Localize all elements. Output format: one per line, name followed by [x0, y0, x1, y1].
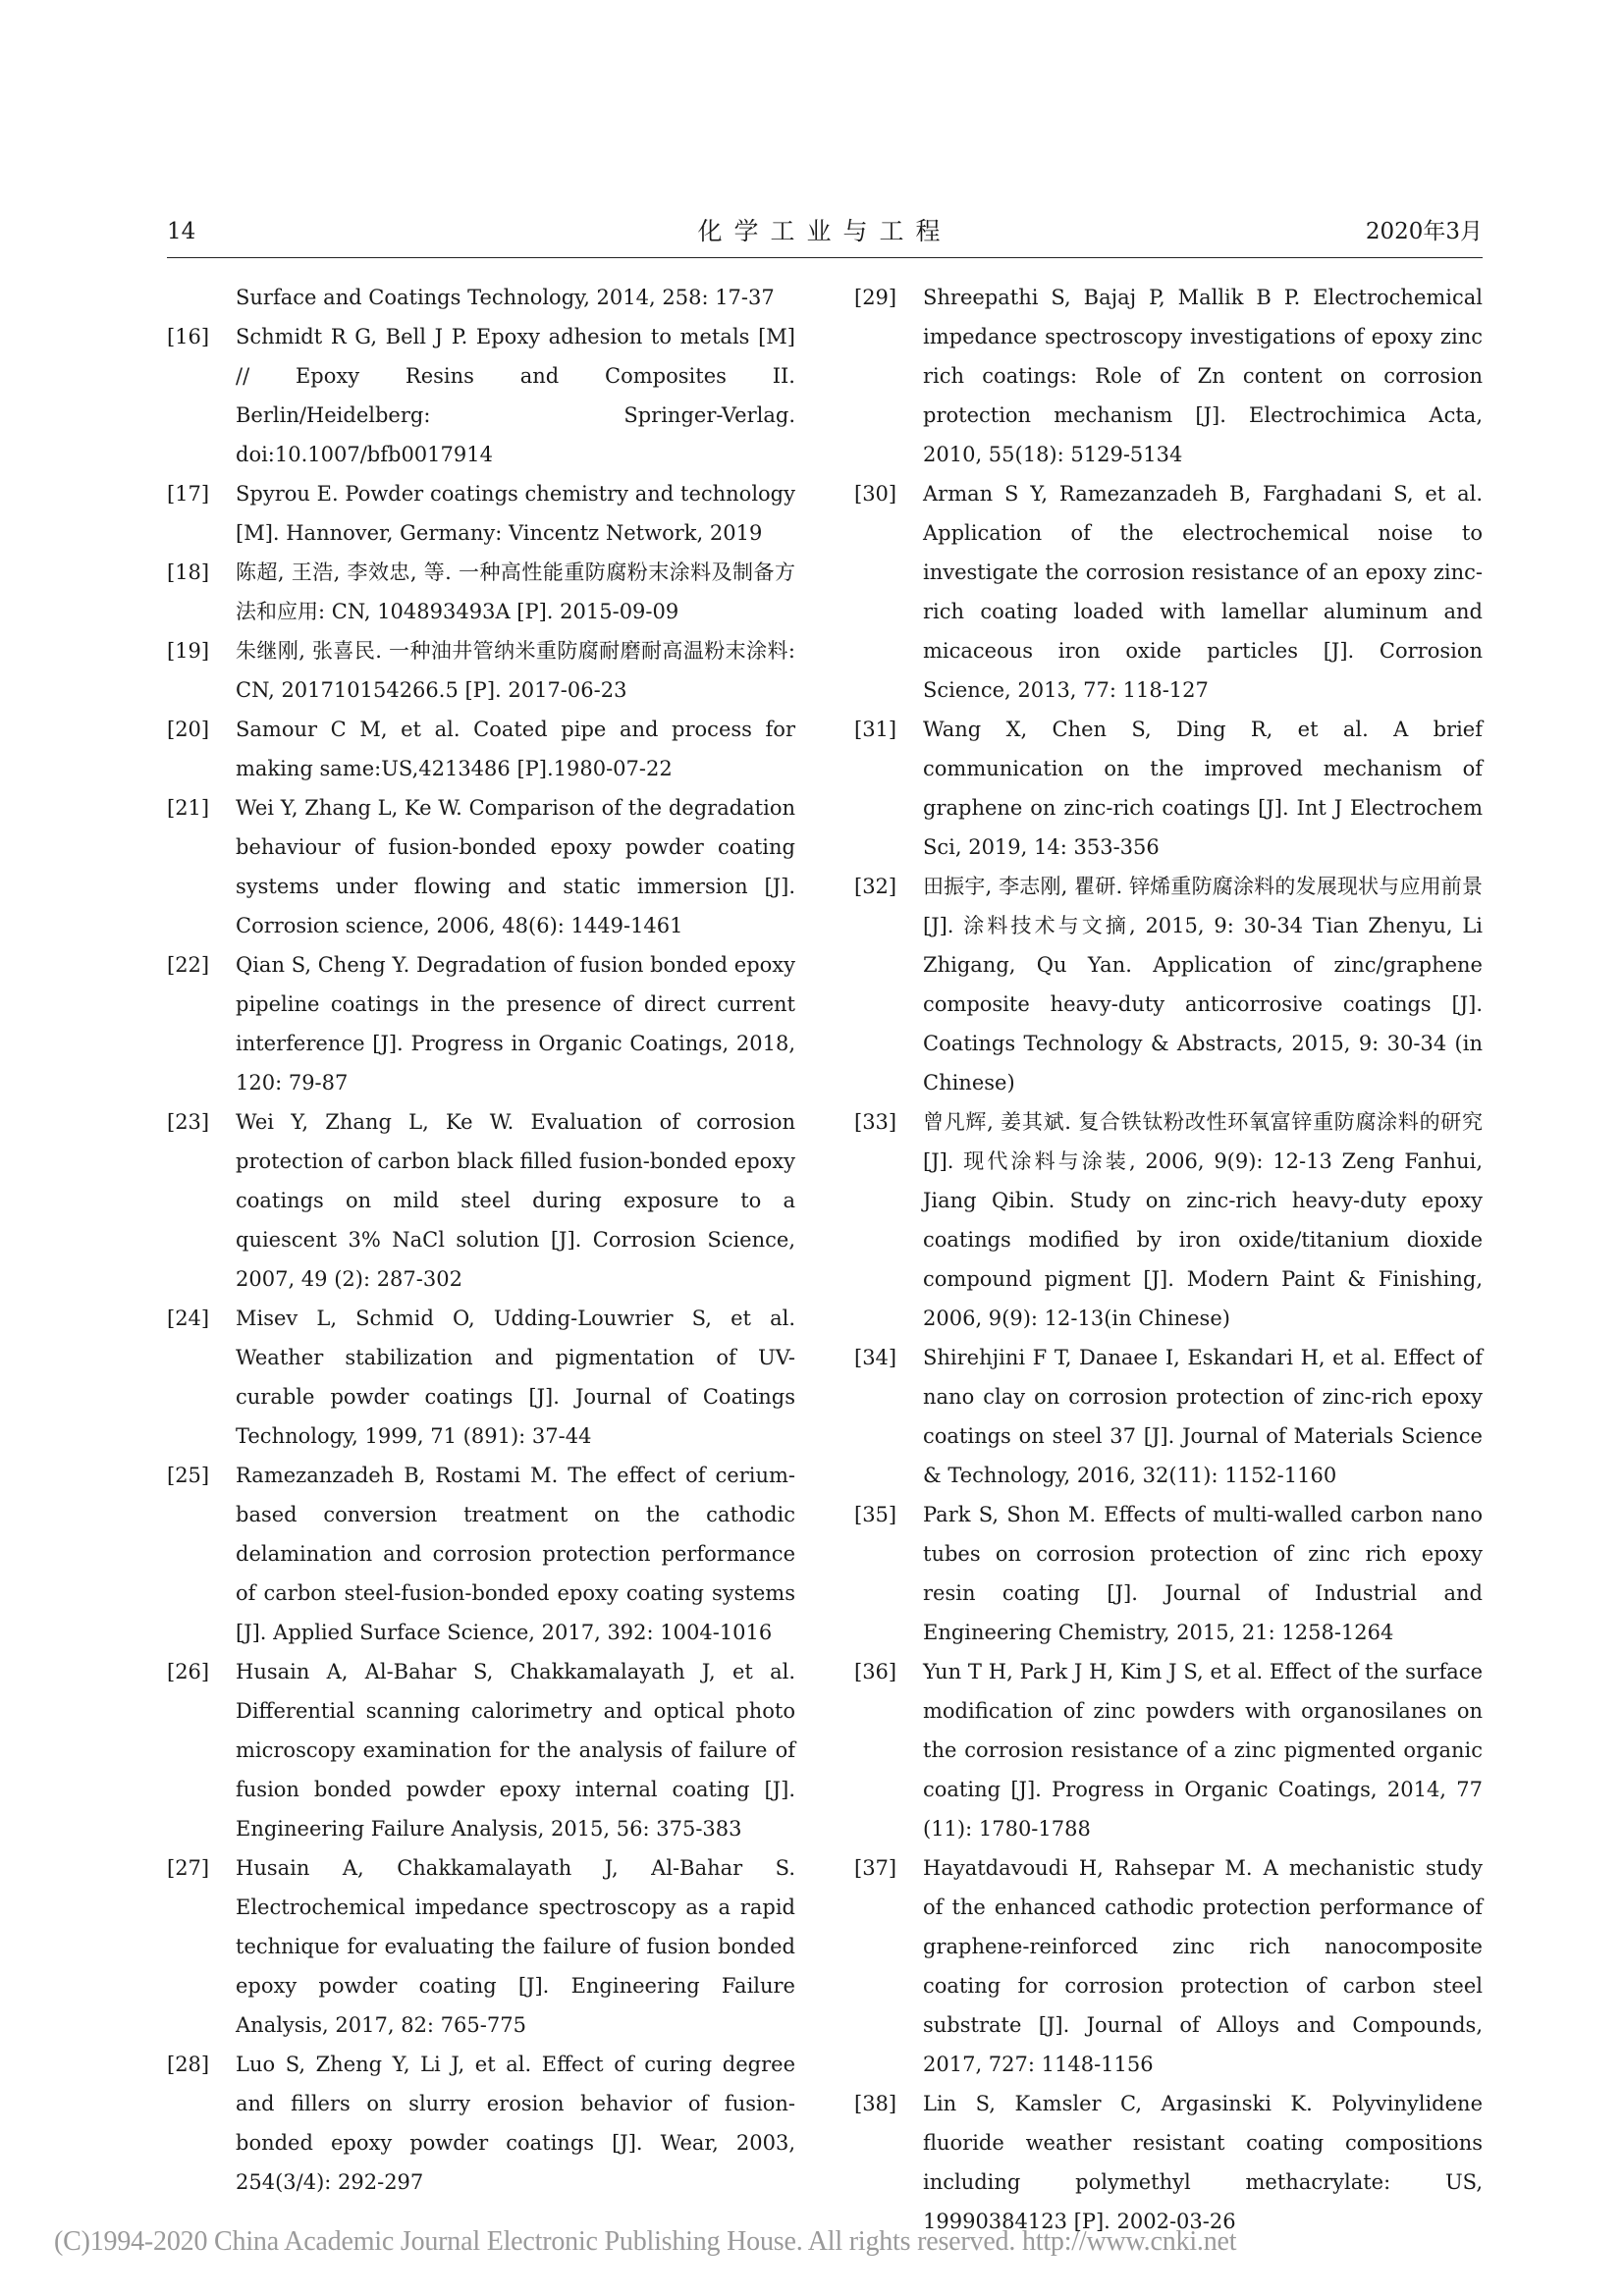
reference-entry	[167, 788, 795, 945]
reference-number: [20]	[167, 718, 210, 741]
reference-entry	[854, 1338, 1483, 1495]
footer-copyright: (C)1994-2020 China Academic Journal Electronic Publishing House. All rights reserved. http://www.cnki.net	[54, 2226, 1237, 2257]
reference-number: [28]	[167, 2053, 210, 2076]
reference-number: [25]	[167, 1464, 210, 1487]
reference-entry	[167, 1456, 795, 1652]
reference-text: Park S, Shon M. Effects of multi-walled carbon nano tubes on corrosion protection of zinc rich epoxy resin coating [J]. Journal of Industrial and Engineering Chemistry, 2015, 21: 1258-1264	[923, 1503, 1483, 1644]
reference-entry	[167, 317, 795, 474]
page-header	[167, 212, 1483, 251]
reference-entry	[167, 278, 795, 317]
reference-number: [34]	[854, 1346, 897, 1369]
reference-number: [29]	[854, 286, 897, 309]
reference-number: [27]	[167, 1856, 210, 1880]
reference-entry	[854, 867, 1483, 1102]
reference-text: Spyrou E. Powder coatings chemistry and technology [M]. Hannover, Germany: Vincentz Network, 2019	[236, 482, 795, 545]
reference-text: Wei Y, Zhang L, Ke W. Evaluation of corrosion protection of carbon black filled fusion-bonded epoxy coatings on mild steel during exposure to a quiescent 3% NaCl solution [J]. Corrosion Science, 2007, 49 (2): 287-302	[236, 1110, 795, 1291]
reference-text: 陈超, 王浩, 李效忠, 等. 一种高性能重防腐粉末涂料及制备方法和应用: CN, 104893493A [P]. 2015-09-09	[236, 561, 795, 623]
reference-entry	[854, 710, 1483, 867]
reference-number: [22]	[167, 953, 210, 977]
reference-entry	[167, 474, 795, 553]
reference-text: Yun T H, Park J H, Kim J S, et al. Effect of the surface modification of zinc powders with organosilanes on the corrosion resistance of a zinc pigmented organic coating [J]. Progress in Organic Coatings, 2014, 77 (11): 1780-1788	[923, 1660, 1483, 1841]
reference-number: [37]	[854, 1856, 897, 1880]
reference-entry	[854, 1495, 1483, 1652]
reference-text: Husain A, Al-Bahar S, Chakkamalayath J, et al. Differential scanning calorimetry and optical photo microscopy examination for the analysis of failure of fusion bonded powder epoxy internal coating [J]. Engineering Failure Analysis, 2015, 56: 375-383	[236, 1660, 795, 1841]
reference-text: Shreepathi S, Bajaj P, Mallik B P. Electrochemical impedance spectroscopy investigations of epoxy zinc rich coatings: Role of Zn content on corrosion protection mechanism [J]. Electrochimica Acta, 2010, 55(18): 5129-5134	[923, 286, 1483, 466]
reference-entry	[167, 631, 795, 710]
reference-number: [17]	[167, 482, 210, 506]
reference-number: [16]	[167, 325, 210, 348]
reference-entry	[854, 1652, 1483, 1848]
reference-entry	[854, 474, 1483, 710]
reference-entry	[167, 945, 795, 1102]
references-left-column	[167, 278, 795, 2202]
reference-number: [33]	[854, 1110, 897, 1134]
journal-title: 化学工业与工程	[697, 217, 952, 245]
reference-number: [35]	[854, 1503, 897, 1526]
reference-number: [30]	[854, 482, 897, 506]
reference-text: Misev L, Schmid O, Udding-Louwrier S, et al. Weather stabilization and pigmentation of UV-curable powder coatings [J]. Journal of Coatings Technology, 1999, 71 (891): 37-44	[236, 1307, 795, 1448]
references-right-column	[854, 278, 1483, 2241]
reference-number: [24]	[167, 1307, 210, 1330]
reference-number: [38]	[854, 2092, 897, 2115]
reference-number: [19]	[167, 639, 210, 663]
reference-entry	[854, 2084, 1483, 2241]
reference-text: Ramezanzadeh B, Rostami M. The effect of cerium-based conversion treatment on the cathodic delamination and corrosion protection performance of carbon steel-fusion-bonded epoxy coating systems [J]. Applied Surface Science, 2017, 392: 1004-1016	[236, 1464, 795, 1644]
reference-text: Schmidt R G, Bell J P. Epoxy adhesion to metals [M] // Epoxy Resins and Composites II. Berlin/Heidelberg: Springer-Verlag. doi:10.1007/bfb0017914	[236, 325, 795, 466]
reference-text: Husain A, Chakkamalayath J, Al-Bahar S. Electrochemical impedance spectroscopy as a rapid technique for evaluating the failure of fusion bonded epoxy powder coating [J]. Engineering Failure Analysis, 2017, 82: 765-775	[236, 1856, 795, 2037]
reference-text: Wei Y, Zhang L, Ke W. Comparison of the degradation behaviour of fusion-bonded epoxy powder coating systems under flowing and static immersion [J]. Corrosion science, 2006, 48(6): 1449-1461	[236, 796, 795, 937]
reference-text: 田振宇, 李志刚, 瞿研. 锌烯重防腐涂料的发展现状与应用前景 [J]. 涂料技术与文摘, 2015, 9: 30-34 Tian Zhenyu, Li Zhigang, Qu Yan. Application of zinc/graphene composite heavy-duty anticorrosive coatings [J]. Coatings Technology & Abstracts, 2015, 9: 30-34 (in Chinese)	[923, 875, 1483, 1095]
reference-text: Luo S, Zheng Y, Li J, et al. Effect of curing degree and fillers on slurry erosion behavior of fusion-bonded epoxy powder coatings [J]. Wear, 2003, 254(3/4): 292-297	[236, 2053, 795, 2194]
reference-entry	[167, 1102, 795, 1299]
reference-text: Hayatdavoudi H, Rahsepar M. A mechanistic study of the enhanced cathodic protection performance of graphene-reinforced zinc rich nanocomposite coating for corrosion protection of carbon steel substrate [J]. Journal of Alloys and Compounds, 2017, 727: 1148-1156	[923, 1856, 1483, 2076]
reference-number: [18]	[167, 561, 210, 584]
reference-entry	[167, 1848, 795, 2045]
reference-text: Samour C M, et al. Coated pipe and process for making same:US,4213486 [P].1980-07-22	[236, 718, 795, 780]
reference-text: Qian S, Cheng Y. Degradation of fusion bonded epoxy pipeline coatings in the presence of direct current interference [J]. Progress in Organic Coatings, 2018, 120: 79-87	[236, 953, 795, 1095]
reference-number: [26]	[167, 1660, 210, 1683]
issue-date: 2020年3月	[1365, 219, 1483, 244]
reference-text: 曾凡辉, 姜其斌. 复合铁钛粉改性环氧富锌重防腐涂料的研究 [J]. 现代涂料与涂装, 2006, 9(9): 12-13 Zeng Fanhui, Jiang Qibin. Study on zinc-rich heavy-duty epoxy coatings modified by iron oxide/titanium dioxide compound pigment [J]. Modern Paint & Finishing, 2006, 9(9): 12-13(in Chinese)	[923, 1110, 1483, 1330]
reference-number: [36]	[854, 1660, 897, 1683]
reference-text: Lin S, Kamsler C, Argasinski K. Polyvinylidene fluoride weather resistant coating compositions including polymethyl methacrylate: US, 19990384123 [P]. 2002-03-26	[923, 2092, 1483, 2233]
reference-entry	[854, 1848, 1483, 2084]
reference-entry	[854, 1102, 1483, 1338]
reference-text: Wang X, Chen S, Ding R, et al. A brief communication on the improved mechanism of graphene on zinc-rich coatings [J]. Int J Electrochem Sci, 2019, 14: 353-356	[923, 718, 1483, 859]
reference-text: Arman S Y, Ramezanzadeh B, Farghadani S, et al. Application of the electrochemical noise to investigate the corrosion resistance of an epoxy zinc-rich coating loaded with lamellar aluminum and micaceous iron oxide particles [J]. Corrosion Science, 2013, 77: 118-127	[923, 482, 1483, 702]
page-number: 14	[167, 219, 196, 244]
reference-number: [23]	[167, 1110, 210, 1134]
reference-entry	[167, 1652, 795, 1848]
reference-number: [31]	[854, 718, 897, 741]
reference-number: [32]	[854, 875, 897, 898]
reference-text: 朱继刚, 张喜民. 一种油井管纳米重防腐耐磨耐高温粉末涂料: CN, 201710154266.5 [P]. 2017-06-23	[236, 639, 795, 702]
reference-text: Surface and Coatings Technology, 2014, 258: 17-37	[236, 286, 775, 309]
reference-entry	[167, 1299, 795, 1456]
reference-entry	[167, 710, 795, 788]
reference-entry	[167, 553, 795, 631]
reference-entry	[167, 2045, 795, 2202]
header-rule	[167, 257, 1483, 258]
reference-entry	[854, 278, 1483, 474]
reference-text: Shirehjini F T, Danaee I, Eskandari H, et al. Effect of nano clay on corrosion protection of zinc-rich epoxy coatings on steel 37 [J]. Journal of Materials Science & Technology, 2016, 32(11): 1152-1160	[923, 1346, 1483, 1487]
reference-number: [21]	[167, 796, 210, 820]
